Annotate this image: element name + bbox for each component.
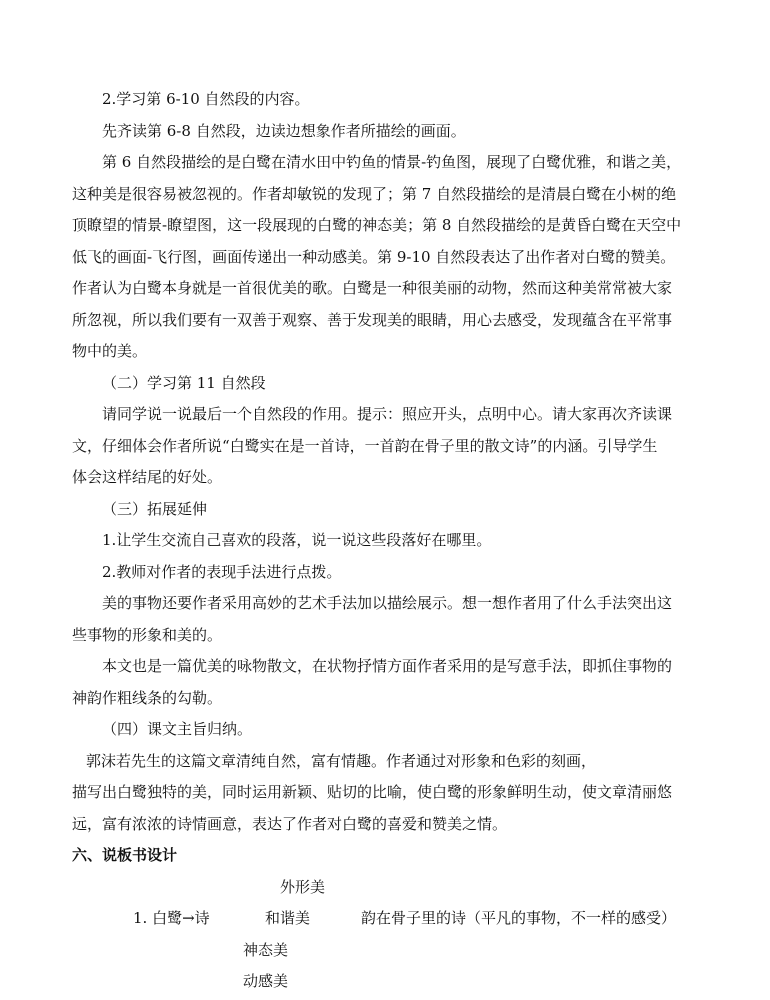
text-line: 所忽视，所以我们要有一双善于观察、善于发现美的眼睛，用心去感受，发现蕴含在平常事 [72, 311, 673, 329]
text-line: 低飞的画面-飞行图，画面传递出一种动感美。第 9-10 自然段表达了出作者对白鹭的赞美。 [72, 248, 676, 266]
text-line: 本文也是一篇优美的咏物散文，在状物抒情方面作者采用的是写意手法，即抓住事物的 [102, 657, 673, 675]
board-hexiemei: 和谐美 [265, 909, 311, 927]
text-line: 2.教师对作者的表现手法进行点拨。 [102, 563, 342, 581]
text-line: 些事物的形象和美的。 [72, 626, 223, 644]
text-line: 请同学说一说最后一个自然段的作用。提示：照应开头，点明中心。请大家再次齐读课 [102, 405, 673, 423]
text-line: 这种美是很容易被忽视的。作者却敏锐的发现了；第 7 自然段描绘的是清晨白鹭在小树的绝 [72, 185, 677, 203]
text-line: 神韵作粗线条的勾勒。 [72, 689, 223, 707]
text-line: 描写出白鹭独特的美，同时运用新颖、贴切的比喻，使白鹭的形象鲜明生动，使文章清丽悠 [72, 783, 673, 801]
board-shentaimei: 神态美 [243, 941, 289, 959]
section-heading: 六、说板书设计 [72, 846, 178, 864]
text-line: 作者认为白鹭本身就是一首很优美的歌。白鹭是一种很美丽的动物，然而这种美常常被大家 [72, 279, 673, 297]
text-line: 郭沫若先生的这篇文章清纯自然，富有情趣。作者通过对形象和色彩的刻画， [86, 752, 597, 770]
text-line: 顶瞭望的情景-瞭望图，这一段展现的白鹭的神态美；第 8 自然段描绘的是黄昏白鹭在天空中 [72, 216, 682, 234]
text-line: （二）学习第 11 自然段 [102, 374, 266, 392]
text-line: 2.学习第 6-10 自然段的内容。 [102, 90, 310, 108]
board-item: 1. 白鹭→诗 [133, 909, 210, 927]
text-line: （三）拓展延伸 [102, 500, 208, 518]
text-line: 1.让学生交流自己喜欢的段落，说一说这些段落好在哪里。 [102, 531, 492, 549]
text-line: （四）课文主旨归纳。 [102, 720, 253, 738]
text-line: 体会这样结尾的好处。 [72, 468, 223, 486]
text-line: 第 6 自然段描绘的是白鹭在清水田中钓鱼的情景-钓鱼图，展现了白鹭优雅，和谐之美， [102, 153, 682, 171]
text-line: 物中的美。 [72, 342, 148, 360]
text-line: 远，富有浓浓的诗情画意，表达了作者对白鹭的喜爱和赞美之情。 [72, 815, 508, 833]
board-yun: 韵在骨子里的诗（平凡的事物，不一样的感受） [361, 909, 677, 927]
text-line: 先齐读第 6-8 自然段，边读边想象作者所描绘的画面。 [102, 122, 466, 140]
board-waixingmei: 外形美 [280, 878, 326, 896]
text-line: 美的事物还要作者采用高妙的艺术手法加以描绘展示。想一想作者用了什么手法突出这 [102, 594, 673, 612]
text-line: 文，仔细体会作者所说“白鹭实在是一首诗，一首韵在骨子里的散文诗”的内涵。引导学生 [72, 437, 658, 455]
board-dongganmei: 动感美 [243, 972, 289, 990]
